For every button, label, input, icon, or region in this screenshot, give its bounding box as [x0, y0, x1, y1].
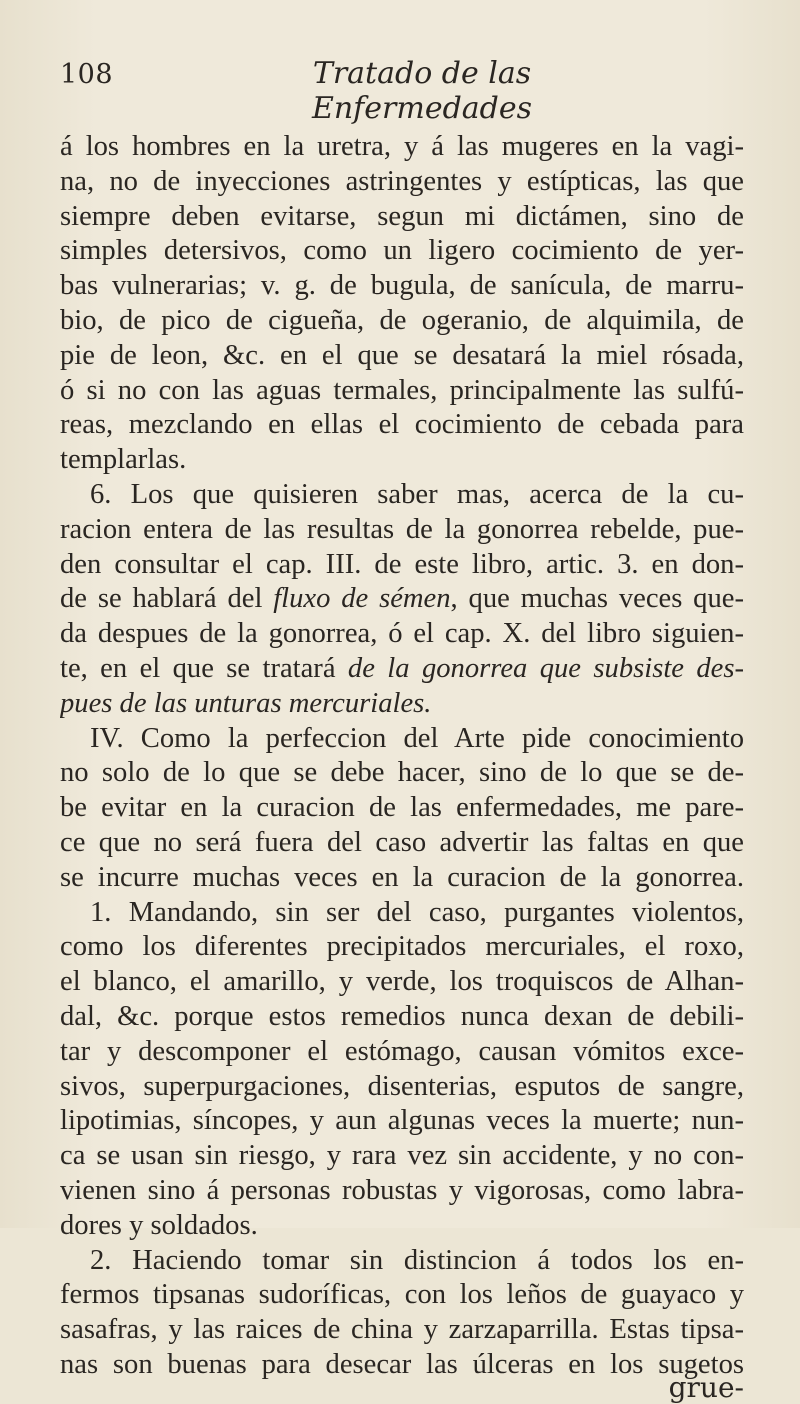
- italic-line: pues de las unturas mercuriales.: [60, 687, 432, 719]
- italic-segment: fluxo de sémen: [273, 583, 451, 615]
- text-line: simples detersivos, como un ligero cocimiento de yer-: [60, 235, 744, 267]
- text-line: reas, mezclando en ellas el cocimiento de cebada para: [60, 409, 744, 441]
- text-line: tar y descomponer el estómago, causan vómitos exce-: [60, 1035, 744, 1067]
- text-line: dal, &c. porque estos remedios nunca dexan de debili-: [60, 1000, 744, 1032]
- text-line: sasafras, y las raices de china y zarzaparrilla. Estas tipsa-: [60, 1314, 744, 1346]
- text-line-mixed: [60, 652, 744, 687]
- text-line: no solo de lo que se debe hacer, sino de lo que se de-: [60, 757, 744, 789]
- section-iv-start: IV. Como la perfeccion del Arte pide conocimiento: [90, 722, 744, 754]
- text-line: templarlas.: [60, 444, 187, 476]
- text-line: bas vulnerarias; v. g. de bugula, de sanícula, de marru-: [60, 270, 744, 302]
- text-segment: de se hablará del: [60, 583, 263, 615]
- text-line: como los diferentes precipitados mercuriales, el roxo,: [60, 931, 744, 963]
- running-title: Tratado de las Enfermedades: [311, 56, 533, 126]
- running-head: [60, 56, 744, 126]
- paragraph-6-start: 6. Los que quisieren saber mas, acerca de la cu-: [90, 478, 744, 510]
- text-line: á los hombres en la uretra, y á las mugeres en la vagi-: [60, 131, 744, 162]
- text-line: siempre deben evitarse, segun mi dictámen, sino de: [60, 200, 744, 232]
- text-line: se incurre muchas veces en la curacion de la gonorrea.: [60, 861, 744, 893]
- text-line: vienen sino á personas robustas y vigorosas, como labra-: [60, 1174, 744, 1206]
- text-line: da despues de la gonorrea, ó el cap. X. del libro siguien-: [60, 618, 744, 650]
- text-segment: , que muchas veces que-: [450, 583, 744, 615]
- text-line: racion entera de las resultas de la gonorrea rebelde, pue-: [60, 513, 744, 545]
- text-line: bio, de pico de cigueña, de ogeranio, de alquimila, de: [60, 304, 744, 336]
- text-line: be evitar en la curacion de las enfermedades, me pare-: [60, 792, 744, 824]
- text-line: lipotimias, síncopes, y aun algunas veces la muerte; nun-: [60, 1105, 744, 1137]
- text-line: ca se usan sin riesgo, y rara vez sin accidente, y no con-: [60, 1140, 744, 1172]
- text-line: dores y soldados.: [60, 1209, 258, 1241]
- text-line: den consultar el cap. III. de este libro, artic. 3. en don-: [60, 548, 744, 580]
- body-text: [60, 130, 744, 1383]
- page-number: 108: [60, 59, 114, 90]
- italic-segment: de la gonorrea que subsiste des-: [347, 652, 744, 684]
- catchword: grue-: [668, 1370, 744, 1404]
- text-segment: te, en el que se tratará: [60, 652, 336, 684]
- item-1-start: 1. Mandando, sin ser del caso, purgantes violentos,: [90, 896, 744, 928]
- text-line: na, no de inyecciones astringentes y estípticas, las que: [60, 165, 744, 197]
- text-line: fermos tipsanas sudoríficas, con los leños de guayaco y: [60, 1279, 744, 1311]
- text-line: pie de leon, &c. en el que se desatará la miel rósada,: [60, 339, 744, 371]
- text-line: nas son buenas para desecar las úlceras en los sugetos: [60, 1348, 744, 1380]
- text-line: sivos, superpurgaciones, disenterias, esputos de sangre,: [60, 1070, 744, 1102]
- text-line: el blanco, el amarillo, y verde, los troquiscos de Alhan-: [60, 966, 744, 998]
- text-line: ó si no con las aguas termales, principalmente las sulfú-: [60, 374, 744, 406]
- text-line-mixed: [60, 582, 744, 617]
- text-line: ce que no será fuera del caso advertir las faltas en que: [60, 826, 744, 858]
- item-2-start: 2. Haciendo tomar sin distincion á todos los en-: [90, 1244, 744, 1276]
